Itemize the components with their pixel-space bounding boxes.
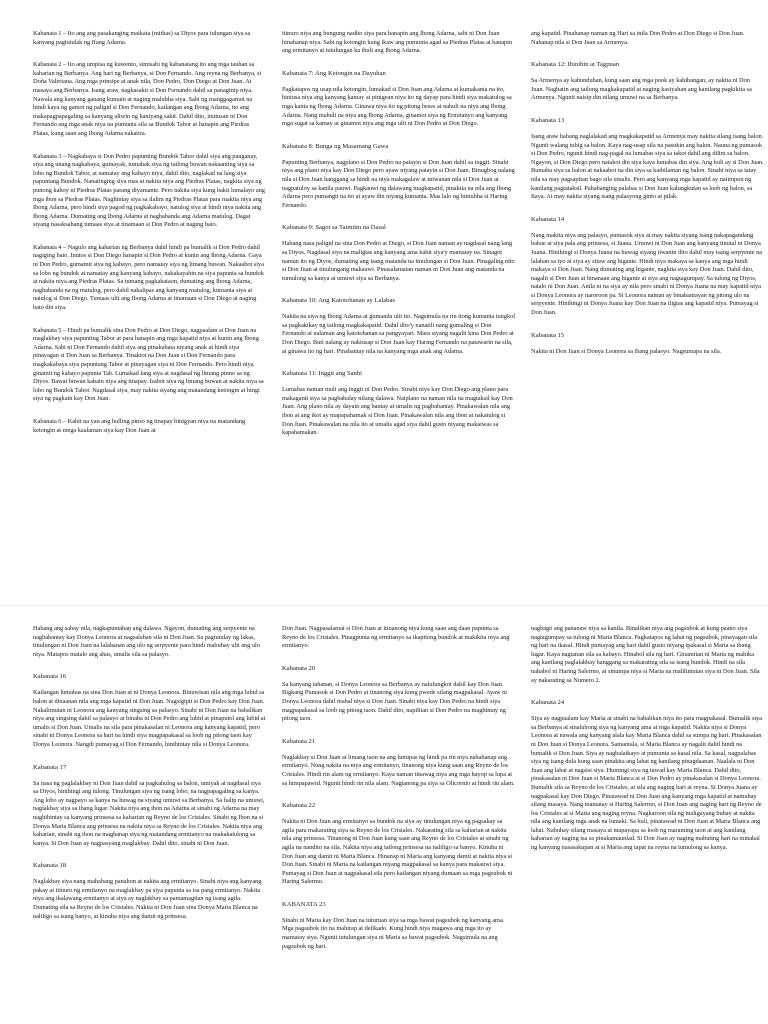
chapter-block <box>33 327 266 404</box>
chapter-block <box>282 70 515 129</box>
chapter-text: Habang nasa paligid na sina Don Pedro at Diego, si Don Juan naman ay nagdasal nang lang sa Diyos. Nagdasal siya na maligtas ang kanyang ama kahit siya'y mamatay na. Sinagot naman ito ng Diyos, dumating ang isang matanda na tinulungan si Don Juan. Pinagaling nito si Don Juan at tinulungang makauwi. Pinasalamatan naman ni Don Juan ang matanda na tumulong sa kanya at umuwi siya sa Berbanya. <box>282 240 515 282</box>
chapter-heading: Kabanata 15 <box>531 331 565 339</box>
chapter-block <box>282 30 515 56</box>
chapter-text: Kabanata 1 – Ito ang ang pasakanging maikata (mithas) sa Diyos para tulungan siya sa kanyang pagtutulak ng Ifang Adarna. <box>33 30 251 46</box>
chapter-heading: Kabanata 24 <box>531 699 565 707</box>
chapter-block <box>531 699 764 853</box>
chapter-text: Naglakbay si Don Juan at limang taon na ang lumipas ng hindi pa rin niya nahahanap ang ermitanyo. Nung nakita na niya ang ermitanyo, tinanong niya kung saan ang Reyno de los Cristales. Hindi rin alam ng ermitanyo. Kaya naman tinawag niya ang mga hayop sa lupa at sa himpapawid. Ngunit hindi rin nila alam. Nagtanong pa siya sa Olicornio at hindi rin alam. <box>282 753 515 787</box>
chapter-block <box>531 332 764 357</box>
chapter-block <box>33 625 266 659</box>
chapter-block <box>531 61 764 103</box>
chapter-block <box>282 224 515 283</box>
chapter-block <box>531 216 764 318</box>
chapter-heading: Kabanata 16 <box>33 673 67 681</box>
chapter-text: Nang makita niya ang palasyo, pumasok siya at may nakita siyang isang nakapagandang babae at siya pala ang prinsesa, si Juana. Umuwi ni Don Juan ang kanyang tinutal ni Donya Juana. Hinihingi si Donya Juana na huwag siyang iiwanin dito dahil may isang serpyente na lalaban sa iyo at siya ay sitaw ang higante. Hindi niya makaya sa kanya ang mga hindi makaya si Don Juan. Nang dumating ang higante, nagkita siya kay Don Juan. Dahil dito, nagalit si Don Juan at binanaan ang higante at siya ang nagtagumpay. Sa tulong ng Diyos, natalo ni Don Juan. Anila ni na siya ay nila pero sinabi ni Donya Juana na may kapatid niya si Donya Leonora ay naroroon pa. Si Leonora naman ay binabantayan ng pitong ulo na serpyente. Hinihingi ni Donya Juana kay Don Juan na iligtas ang kapatid niya. Pumayag si Don Juan. <box>531 231 763 317</box>
chapter-text: Kabanata 6 – Kahit na yan ang hulling pinso ng tinapay binigyan niya na matandang ketongin at mega kaalaman siya kay Don Juan at <box>33 417 246 434</box>
chapter-block <box>33 418 266 435</box>
text-column-1 <box>33 30 266 585</box>
chapter-block <box>33 30 266 47</box>
chapter-text: Sa kanyang tahanan, si Donya Leonora sa Berbanya ay nalulungkot dahil kay Don Juan. Bigkang Pumasok si Don Pedro at tinanong siya kung pwede silang magpakasal. Ayaw ni Donya Leonora dahil mahal niya si Don Juan. Sinabi niya kay Don Pedro na hindi siya magpapakasal sa loob ng pitong taon. Dahil dito, napilitan si Don Pedro na maghintay ng pitong taon. <box>282 680 507 723</box>
chapter-text: Kabanata 3 – Nagkabaya si Don Pedro papunting Bundok Tabor dahil siya ang panganay, siya ang unang nagkabaya, gumayak, tumahak siya ng tatlong buwan nakaanting siya sa lobo ng Bundok Tabor, at namatay ang kabayo niya, dahil dito, naglakad na lang siya papuntang Bundok. Nanatinging siya mas at nakita niya ang Piedras Platas, nagkita siya ng punong kahoy ni Piedras Platas parang diyamante. Pero nakita siya kung bakit lumalayo ang mga ibon sa Piedras Platas. Naghintay siya sa ilalim ng Piedras Platas para makita niya ang Ibong Adarna, pero hindi siya pagod ng pagkakabayo, natulog siya at hindi niya nakita ang Ibong Adarna. Dumating ang Ibong Adarna at nagbabanda ang Adarna matulog. Dagat siyang nasaksahang tumaas siya at tinamaan si Don Pedro at naging bato. <box>33 152 265 229</box>
chapter-heading: Kabanata 22 <box>282 802 316 810</box>
page-divider <box>0 605 768 606</box>
chapter-block <box>531 625 764 685</box>
chapter-heading: Kabanata 7: Ang Ketongin na Dayuhan <box>282 69 386 77</box>
chapter-text: Naglakbay siya nang mahabang panahon at nakita ang ermitanyo. Sinabi niya ang kanyang pakay at itinuro ng ermitanyo na maglakbay pa siya papunta sa isa pang ermitanyo. Nakita niya ang ikalawang ermitanyo at siya ay naglakbay sa pamamagitan ng isang agila. Dumating sila sa Reyno de los Cristales. Nakita ni Don Juan sina Donya Maria Blanca na naliligo sa isang banyo, at kinuha niya ang damit ng prinsesa. <box>33 878 262 920</box>
chapter-block <box>531 30 764 47</box>
chapter-block <box>33 764 266 849</box>
chapter-heading: Kabanata 11: Inggit ang Sanhi <box>282 370 362 378</box>
chapter-block <box>282 625 515 651</box>
chapter-text: Nakita ni Don Juan ang ermitanyo sa bundok na siya ay tinulungan niya ng pagsakay sa agila para makarating siya sa Reyno de los Cristales. Nakarating sila sa kaharian at nakita nila ang prinsesa. Tinanong ni Don Juan kung saan ang Reyno de los Cristales at sinabi ng agila na nandito na sila. Nakita niya ang tatlong prinsesa na naliligo sa banyo. Kinuha ni Don Juan ang damit ni Maria Blanca. Hinanap ni Maria ang kanyang damit at nakita niya si Don Juan. Sinabi ni Maria na kailangan niyang magpakasal sa kanya para makauwi siya. Pumayag si Don Juan at nagpakasal sila pero kailangan niyang dumaan sa mga pagsubok ni Haring Salermo. <box>282 818 513 886</box>
chapter-text: Kabanata 2 – Ito ang umpisa ng kuwento, simisabi ng kabanatang ito ang mga tauhan sa kaharian ng Berbanya. Ang hari ng Berbanya, si Don Fernando. Ang reyna ng Berbanya, si Doña Valeriana. Ang mga prinsipe at anak nila, Don Pedro, Don Diego at Don Juan. At masaya ang Berbanya. Isang araw, nagkasakit si Don Fernando dahil sa panaginip niya. Nawala ang kanyang ganang kumain at naging malubha siya. Sabi ng manggagamot na hindi kaya ng gamot ng paligid si Don Fernando, kailangan ang Ibong Adarna, ito ang makapagpapagaling sa kanyang aliwin ng kaniyang sakit. Dahil dito, inutusan ni Don Fernando ang mga anak niya na pumunta sila sa Bundok Tabor at hanapin ang Piedras Platas, kung saan ang Ibong Adarna nakatira. <box>33 61 262 137</box>
chapter-heading: Kabanata 14 <box>531 215 565 223</box>
chapter-text: Isang araw habang naglalakad ang magkakapatid sa Armenya may nakita silang isang balon. Ngunit walang tubig sa balon. Kaya nag-usap sila na pasukin ang balon. Nauna ng pumasok si Don Pedro, ngunit hindi nag-pagal na lumabas siya sa takot dahil ang dilim sa balon. Ngayon, si Don Diego pero natakot din siya kaya lumabas din siya. Ang huli ay si Don Juan. Bumaba siya sa balon at nakaabot na din siya sa kaibilaman ng balon. Sinabi niya sa tatay nila sa may pagsapitan bago sila umalis. Pero ang kanyang mga kapatid ay naiimpon ng kanilang pagtataksil. Pahabanging palabas si Don Juan kalungkutan sa loob ng balon, sa Itaya. At may nakita siyang isang palasyong ginto at pilak. <box>531 132 764 201</box>
chapter-text: Don Juan. Nagpasalamat si Don Juan at itinanong niya kung saan ang daan papunta sa Reyno de los Cristales. Pinagpunta ng ermitanyo sa ikapitong bundok at makikita niya ang ermitanyo. <box>282 625 510 650</box>
text-column-4 <box>33 625 266 1024</box>
chapter-text: Sa nasa ng paglalakbay ni Don Juan dahil sa pagkahulog sa balon, umiyak at nagdasal siya sa Diyos, hinihingi ang tulong. Tinulungan siya ng isang lobo, na nagpapagaling sa kanya. Ang lobo ay nagpayo sa kanya na huwag na siyang umuwi sa Berbanya. Sa halip na umuwi, naglakbay siya sa ibang lugar. Nakita niya ang ibon na Adarna at sinabi ng Adarna na may naghihintay sa kanyang prinsesa sa kaharian ng Reyno de los Cristales. Sinabi ng Ibon na si Donya Maria Blanca ang prinsesa na nakita niya sa Reyno de los Cristales. Nakita niya ang kaharian, sinabi ng ibon na maghanap siya ng matandang ermitanyo na makakatulong sa kanya. Si Don Juan ay nagpasyang maglakbay. Dahil dito, sinabi ni Don Juan. <box>33 779 265 847</box>
chapter-block <box>282 665 515 724</box>
chapter-text: ang kapatid. Pinahanap naman ng Hari sa inila Don Pedro at Don Diego si Don Juan. Nahanap nila si Don Juan sa Armenya. <box>531 30 745 46</box>
chapter-heading: Kabanata 8: Bunga ng Masamang Gawa <box>282 142 389 150</box>
chapter-text: Lumabas naman muli ang inggit ni Don Pedro. Sinabi niya kay Don Diego ang plano para makaganti siya sa pagbabalay nilang dalawa. Naiplano na naman nila na magtaksil kay Don Juan. Ang plano nila ay dayain ang bantay at umalis ng pagbabantay. Pinakawalan nila ang ibon at ang ikot ay mapapahamak si Don Juan. Pinakawalan nila ang ibon at nakatulog si Don Juan. Pinakawalan na nila ito at umalis agad siya dahil gusto niyang makaiwas sa kapahamakan. <box>282 386 513 437</box>
chapter-text: Siya ay nagpaalam kay Maria at sinabi na babalikan niya ito para magpakasal. Bumalik siya sa Berbanya at sinalubong siya ng kanyang ama at mga kapatid. Nakita niya si Donya Leonora at nawala ang kanyang alala kay Maria Blanca dahil sa sumpa ng hari. Pinakasalan ni Don Juan si Donya Leonora. Samantala, si Maria Blanca ay nagalit dahil hindi na bumalik si Don Juan. Siya ay nagbalatkayo at pumunta sa kasal nila. Sa kasal, nagpalabas siya ng isang dula kung saan pinakita ang lahat ng kanilang pinagdaanan. Naalala ni Don Juan ang lahat at nagsisi siya. Humingi siya ng tawad kay Maria Blanca. Dahil dito, pinakasalan ni Don Juan si Maria Blanca at si Don Pedro ay pinakasalan si Donya Leonora. Bumalik sila sa Reyno de los Cristales, at sila ang naging hari at reyna. Si Donya Juana ay nagpakasal kay Don Diego. Pinatawad ni Don Juan ang kanyang mga kapatid at namuhay silang masaya. Nang mamatay si Haring Salermo, si Don Juan ang naging hari ng Reyno de los Cristales at si Maria ang naging reyna. Nagkaroon sila ng maligayang buhay at nakita nila ang kanilang mga anak na lumaki. Sa huli, pinatawad ni Don Juan at Maria Blanca ang lahat. Nabuhay silang masaya at mapayapa sa loob ng maraming taon at ang kanilang kaharian ay naging isa sa pinakamaunlad. Si Don Juan ay naging mabuting hari na minahal ng kanyang nasasakupan at si Maria ang tapat na reyna na tumulong sa kanya. <box>531 715 763 852</box>
chapter-block <box>531 117 764 202</box>
chapter-text: Nakita na siya ng Ibong Adarna at gumanda ulit ito. Nagsimula na rin itong kumanta tungkol sa pagkakikay ng tatlong magkakapatid. Dahil dito'y nanatili nang gumaling si Don Fernando at nalaman ang katotohanan sa pangyayari. Mara siyang nagalit kina Don Pedro at Don Diego. Buti nalang ay nakiusap si Don Juan kay Haring Fernando na patawarin na sila, at ginawa ito ng hari. Pinabantay nila na kanyang mga anak ang Adarna. <box>282 313 515 355</box>
chapter-text: Sinabi ni Maria kay Don Juan na tuturuan siya sa mga bawat pagsubok ng kanyang ama. Mga pagsubok ito na mahirap at delikado. Kung hindi niya magawa ang mga ito ay mamatay siya. Ngunit tutulungan siya ni Maria sa bawat pagsubok. Nagsimula na ang pagsubok ng hari. <box>282 916 505 950</box>
chapter-heading: Kabanata 18 <box>33 862 67 870</box>
page-section-2 <box>0 625 768 1024</box>
chapter-block <box>33 862 266 921</box>
chapter-heading: Kabanata 17 <box>33 763 67 771</box>
chapter-heading: KABANATA 23 <box>282 900 326 908</box>
chapter-block <box>282 370 515 438</box>
page-section-1 <box>0 30 768 585</box>
text-column-6 <box>531 625 764 1024</box>
text-column-2 <box>282 30 515 585</box>
text-column-5 <box>282 625 515 1024</box>
chapter-text: Pagkatapos ng usap nila ketongin, lumakad si Don Juan ang Adarna at kumakanta na ito, hiniusa niya ang kanyang kamay at pinigean niya ito ng dayap para hindi siya makatulog sa mga kanta ng Ibong Adarna. Ginawa niya ito ng pitong beses at nahuli na niya ang Ibong Adarna. Nang mahuli na niya ang Ibong Adarna, ginamot siya ng Ermitanyo ang kanyang mga sugat sa kamay at ginamot niya ang mga ulit ni Don Pedro at Don Diego. <box>282 85 512 128</box>
chapter-text: itinuro niya ang bungung nadito siya para hanapin ang Ibong Adarna, sabi ni Don Juan hinahanap niya. Sabi ng ketongin kung ikaw ang pumunta agad sa Piedras Platas at hanapin ang ermitanyo at tutulungan ka ihuli ang Ibong Adarna. <box>282 30 513 55</box>
chapter-text: Kabanata 4 – Nagulo ang kaharian ng Berbanya dahil hindi pa bumalik si Don Pedro dahil nagiging bato. Inutos si Don Diego hanapin si Don Pedro at kunin ang Ibong Adarna. Gaya ni Don Pedro, gumamit siya ng kabayo, pero namatay siya ng limang buwan. Nakaabot siya sa lobo ng bundok at namatay ang kanyang kabayo, nakakayahin na siya papunta sa bundok at nakita niya ang Piedras Platas. Sa tumang pagkakataon, dumating ang Ibong Adarna, naghahanda na ng matulog, pero dahil nakalipas ang kanyang matulog, kumanta siya at natulog si Don Diego. Tumaas ulit ang Ibong Adarna at tinamaan si Don Diego at naging bato din siya. <box>33 243 264 312</box>
chapter-heading: Kabanata 20 <box>282 664 316 672</box>
chapter-heading: Kabanata 10: Ang Katotohanan ay Lalabas <box>282 297 395 305</box>
chapter-block <box>33 244 266 313</box>
chapter-block <box>33 61 266 138</box>
chapter-heading: Kabanata 9: Sagot sa Taimtim na Dasal <box>282 224 386 232</box>
chapter-text: Sa Armenya ay kabunduhan, kung saan ang mga pook ay kahibangan, ay nakita ni Don Juan. Nagbatin ang tatlong magkakapatid at naging kasiyahan ang kanilang pagkikita sa Armenya. Ngunit naisip din nilang umuwi na sa Berbanya. <box>531 77 752 102</box>
chapter-block <box>33 673 266 749</box>
chapter-text: Kailangan lumabas na sina Don Juan at ni Donya Leonora. Binuwisan nila ang mga lubid sa balon at dinaanan nila ang mga kapatid ni Don Juan. Nagsigipit si Don Pedro kay Don Juan. Nakalimutan ni Leonora ang kanyang singsing sa palasyo. Sinabi ni Don Juan na babalikan niya ang singsing dahil sa palasyo at binaba ni Don Pedro ang lubid at pinaputol ang lubid at umalis si Don Juan. Umalis na sila para pinakasalan ni Leonora ang kanyang kapatid, pero sinabi ni Donya Leonora sa hari na hindi siya magpapakasal sa loob ng pitong taon kay Donya Leonora. Nangdi pumayag si Don Fernando, hinihintay nila si Donya Leonora. <box>33 689 266 748</box>
chapter-block <box>282 901 515 951</box>
chapter-block <box>33 153 266 230</box>
text-column-3 <box>531 30 764 585</box>
chapter-block <box>282 802 515 887</box>
chapter-text: Papunting Berbanya, nagplano si Don Pedro na patayin si Don Juan dahil sa inggit. Sinabi niya ang plano niya kay Don Diego pero ayaw niyang patayin si Don Juan. Binugbog nalang nila si Don Juan hanggang sa hindi na niya makagalaw at iniwanan nila si Don Juan at nagpatuloy sa kanila pauwi. Pagkauwi ng dalawang magkapatid, pinakita na nila ang Ibong Adarna pero pumangit na ito at ayaw din niyang kumanta. Mas lalo ng lumubha si Haring Fernando. <box>282 158 515 209</box>
chapter-heading: Kabanata 13 <box>531 116 565 124</box>
chapter-block <box>282 297 515 356</box>
chapter-text: Nakita ni Don Juan si Donya Leonora sa ibang palasyo. Nagsumapa na sila. <box>531 347 722 355</box>
chapter-heading: Kabanata 12: Ibinibin at Tagpuan <box>531 61 620 69</box>
chapter-block <box>282 738 515 788</box>
chapter-block <box>282 143 515 211</box>
chapter-text: nagbago ang pananaw niya sa kanila. Binalikan niya ang pagsubok at kung paano siya nagtagumpay sa tulong ni Maria Blanca. Pagkatapos ng lahat ng pagsubok, pinayagan sila ng hari na ikasal. Hindi pumayag ang hari dahil gusto niyang ipakasal si Maria sa ibang lugar. Kaya nagtanan sila sa kabayo. Hinabol sila ng hari. Ginamitan ni Maria ng mahika ang kanilang paglalakbay hanggang sa makarating sila sa isang bundok. Hindi na sila nahabol ni Haring Salermo, at sinumpa niya si Maria na malilimutan siya ni Don Juan. Sila ay nakarating sa Numero 2. <box>531 625 760 684</box>
chapter-text: Kabanata 5 – Hindi pa bumalik sina Don Pedro at Don Diego, nagpaalam si Don Juan na maglakbay siya papunting Tabor at para hanapin ang mga kapatid niya at kunin ang Ibong Adarna. Sabi ni Don Fernando dahil siya ang pinakabata niyang anak at hindi siya pinayagan si Don Juan sa Berbanya. Tinaktot na Don Juan si Don Fernando para magkakabaya siya papuntang Tabor at pinayagan siya ni Don Fernando. Pero hindi niya ginamit ng kabayo papunta Tab. Lumakad lang siya at nagdasal ng limang pinno sa ng Diyos. Bawat buwan kabain niya ang tinapay. Isabot siya ng limang buwan at nakita niya sa lobo ng Bundok Tabor. Nagdasal siya, may nakita siyang ang matandang ketongin at hingi siya ng pagkain kay Don Juan. <box>33 326 264 403</box>
chapter-text: Habang ang sabay nila, nagkapuntahan ang dalawa. Ngayon, dumating ang serpyente na nagbabantay kay Donya Leonora at nagsalaban sila ni Don Juan. Sa pagtutulay ng lakas, tinulungan ni Don Juan na lalabanan ang ulo ng serpyente para hindi mabuhay ulit ang ulo niya. Matapos matalo ang ahas, umalis sila sa palasyo. <box>33 625 260 658</box>
chapter-heading: Kabanata 21 <box>282 737 316 745</box>
